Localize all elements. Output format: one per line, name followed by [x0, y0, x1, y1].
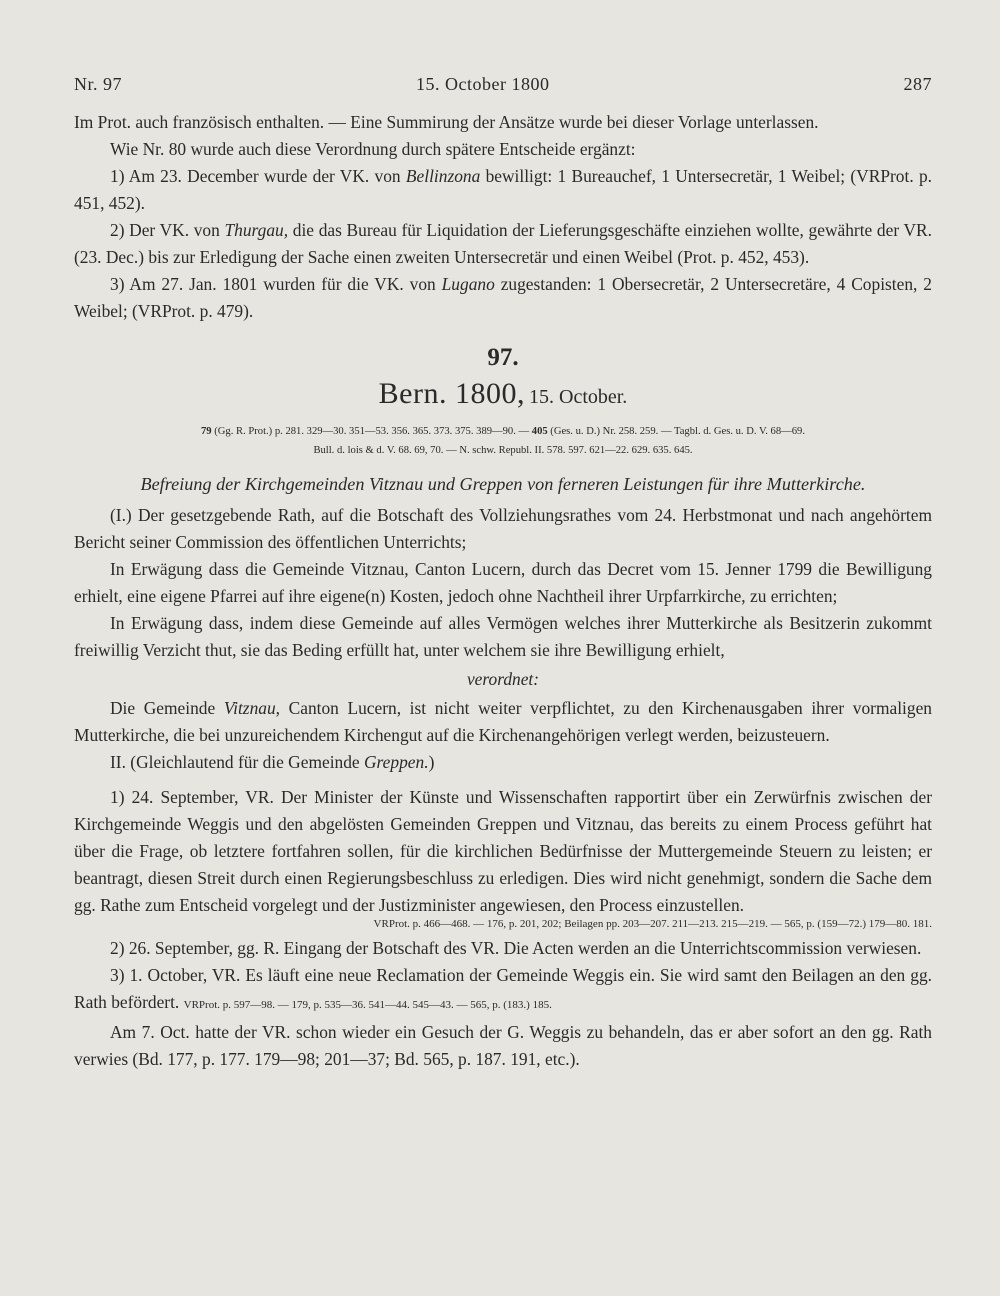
document-dateline	[74, 377, 932, 416]
note-paragraph: 1) 24. September, VR. Der Minister der Künste und Wissenschaften rapportirt über ein Zerwürfnis zwischen der Kirchgemeinde Weggis und den abgelösten Gemeinden Greppen und Vitznau, das bereits zu einem Process geführt hat über die Frage, ob letztere fortfahren sollen, für die kirchlichen Bedürfnisse der Muttergemeinde Steuern zu leisten; er beantragt, diesen Streit durch einen Regierungsbeschluss zu erledigen. Dies wird nicht genehmigt, sondern die Sache dem gg. Rathe zum Entscheid vorgelegt und der Justizminister angewiesen, den Process einzustellen.	[74, 787, 932, 915]
body-paragraph: In Erwägung dass die Gemeinde Vitznau, Canton Lucern, durch das Decret vom 15. Jenner 1799 die Bewilligung erhielt, eine eigene Pfarrei auf ihre eigene(n) Kosten, jedoch ohne Nachtheil ihrer Urpfarrkirche, zu errichten;	[74, 559, 932, 606]
prev-paragraph: 2) Der VK. von Thurgau, die das Bureau für Liquidation der Lieferungsgeschäfte einziehen wollte, gewährte der VR. (23. Dec.) bis zur Erledigung der Sache einen zweiten Untersecretär und einen Weibel (Prot. p. 452, 453).	[74, 220, 932, 267]
source-references: 79 (Gg. R. Prot.) p. 281. 329—30. 351—53. 356. 365. 373. 375. 389—90. — 405 (Ges. u. D.) Nr. 258. 259. — Tagbl. d. Ges. u. D. V. 68—69. Bull. d. lois & d. V. 68. 69, 70. — N. schw. Republ. II. 578. 597. 621—22. 629. 635. 645.	[201, 426, 805, 456]
header-date: 15. October 1800	[416, 74, 550, 94]
document-day: 15. October.	[529, 386, 628, 408]
note-reference: VRProt. p. 466—468. — 176, p. 201, 202; Beilagen pp. 203—207. 211—213. 215—219. — 565, p. (159—72.) 179—80. 181.	[373, 918, 932, 930]
body-paragraph: Die Gemeinde Vitznau, Canton Lucern, ist nicht weiter verpflichtet, zu den Kirchenausgaben ihrer vormaligen Mutterkirche, die bei unzureichendem Kirchengut auf die Kirchenangehörigen verlegt werden, beizusteuern.	[74, 698, 932, 745]
header-doc-number: Nr. 97	[74, 74, 122, 94]
note-reference: VRProt. p. 597—98. — 179, p. 535—36. 541—44. 545—43. — 565, p. (183.) 185.	[183, 999, 552, 1011]
note-paragraph: 2) 26. September, gg. R. Eingang der Botschaft des VR. Die Acten werden an die Unterrichtscommission verwiesen.	[110, 938, 922, 958]
page-number: 287	[903, 74, 932, 94]
body-paragraph: II. (Gleichlautend für die Gemeinde Greppen.)	[110, 752, 435, 772]
verordnet-heading: verordnet:	[466, 669, 540, 689]
place-year: Bern. 1800,	[378, 377, 525, 410]
prev-paragraph: 1) Am 23. December wurde der VK. von Bellinzona bewilligt: 1 Bureauchef, 1 Untersecretär, 1 Weibel; (VRProt. p. 451, 452).	[74, 166, 932, 213]
note-paragraph: 3) 1. October, VR. Es läuft eine neue Reclamation der Gemeinde Weggis ein. Sie wird samt den Beilagen an den gg. Rath befördert. VRProt. p. 597—98. — 179, p. 535—36. 541—44. 545—43. — 565, p. (183.) 185.	[74, 965, 932, 1012]
note-paragraph: Am 7. Oct. hatte der VR. schon wieder ein Gesuch der G. Weggis zu behandeln, das er aber sofort an den gg. Rath verwies (Bd. 177, p. 177. 179—98; 201—37; Bd. 565, p. 187. 191, etc.).	[74, 1022, 932, 1069]
prev-paragraph: 3) Am 27. Jan. 1801 wurden für die VK. von Lugano zugestanden: 1 Obersecretär, 2 Untersecretäre, 4 Copisten, 2 Weibel; (VRProt. p. 479).	[74, 274, 932, 321]
prev-paragraph: Im Prot. auch französisch enthalten. — Eine Summirung der Ansätze wurde bei dieser Vorlage unterlassen.	[74, 112, 819, 132]
document-number: 97.	[487, 344, 519, 371]
running-header	[74, 74, 932, 95]
prev-paragraph: Wie Nr. 80 wurde auch diese Verordnung durch spätere Entscheide ergänzt:	[110, 139, 636, 159]
body-paragraph: In Erwägung dass, indem diese Gemeinde auf alles Vermögen welches ihrer Mutterkirche als Besitzerin zukommt freiwillig Verzicht thut, sie das Beding erfüllt hat, unter welchem sie ihre Bewilligung erhielt,	[74, 613, 932, 660]
document-subject: Befreiung der Kirchgemeinden Vitznau und Greppen von ferneren Leistungen für ihre Mutterkirche.	[140, 474, 866, 494]
body-paragraph: (I.) Der gesetzgebende Rath, auf die Botschaft des Vollziehungsrathes vom 24. Herbstmonat und nach angehörtem Bericht seiner Commission des öffentlichen Unterrichts;	[74, 505, 932, 552]
